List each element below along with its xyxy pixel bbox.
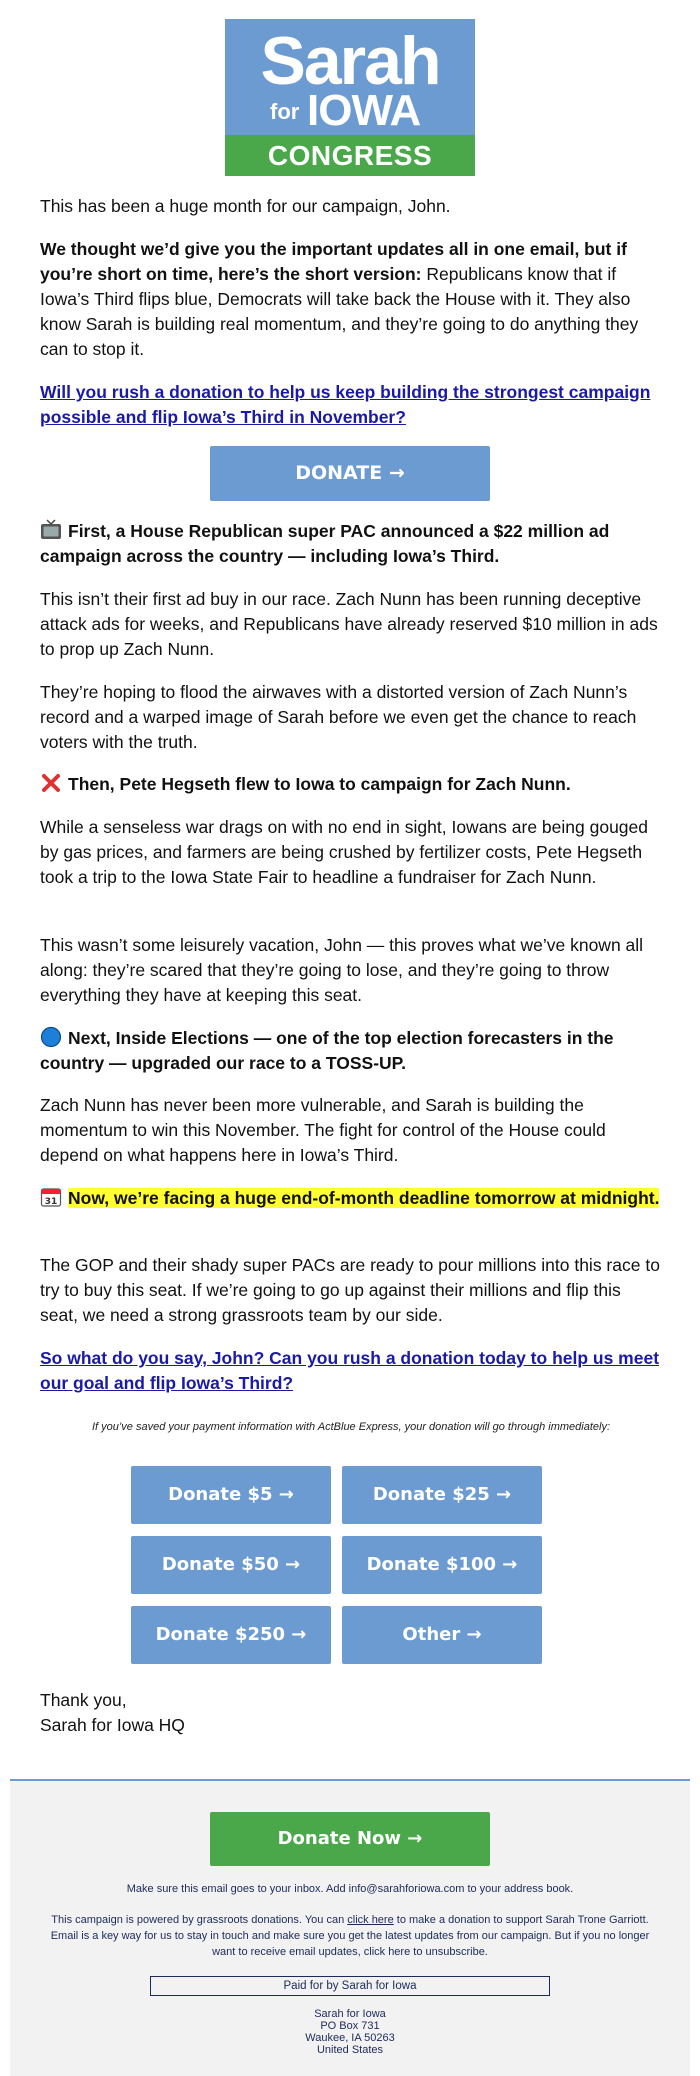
donate-now-button[interactable]: Donate Now →	[210, 1812, 490, 1866]
short-version-bold: We thought we’d give you the important updates all in one email, but if you’re short on time, here’s the short version:	[40, 239, 627, 284]
campaign-logo	[225, 19, 475, 176]
donate-5-button[interactable]: Donate $5 →	[131, 1466, 331, 1524]
section2-paragraph-1: While a senseless war drags on with no end in sight, Iowans are being gouged by gas prices, and farmers are being crushed by fertilizer costs, Pete Hegseth took a trip to the Iowa State Fair to headline a fundraiser for Zach Nunn.	[40, 817, 649, 887]
section2-heading-text: Then, Pete Hegseth flew to Iowa to campaign for Zach Nunn.	[68, 774, 571, 794]
donate-button[interactable]: DONATE →	[210, 446, 490, 501]
logo-state: IOWA	[307, 86, 421, 135]
ask-paragraph-1	[40, 380, 662, 430]
section2-paragraph-2: This wasn’t some leisurely vacation, John — this proves what we’ve known all along: they’re scared that they’re going to lose, and they’re going to throw everything they have at keeping this seat.	[40, 935, 644, 1005]
section3-heading-text: Next, Inside Elections — one of the top election forecasters in the country — upgraded our race to a TOSS-UP.	[40, 1028, 614, 1073]
paid-for-box: Paid for by Sarah for Iowa	[150, 1976, 550, 1996]
address-line-3: Waukee, IA 50263	[305, 2032, 395, 2044]
email-footer	[10, 1779, 690, 2076]
section4-heading	[40, 1186, 662, 1211]
powered-post: to make a donation to support Sarah Trone Garriott. Email is a key way for us to stay in touch and make sure you get the latest updates from our campaign. But if you no longer want to receive email updates, click here to unsubscribe.	[50, 1914, 650, 1958]
ask-link-2[interactable]: So what do you say, John? Can you rush a donation today to help us meet our goal and flip Iowa’s Third?	[40, 1348, 660, 1393]
actblue-note: If you’ve saved your payment information with ActBlue Express, your donation will go through immediately:	[91, 1421, 611, 1433]
calendar-icon	[40, 1186, 62, 1208]
powered-note	[40, 1912, 660, 1960]
section1-heading	[40, 519, 662, 569]
click-here-link[interactable]: click here	[347, 1914, 394, 1926]
logo-office: CONGRESS	[267, 140, 433, 171]
donate-100-button[interactable]: Donate $100 →	[342, 1536, 542, 1594]
ask-link-1[interactable]: Will you rush a donation to help us keep building the strongest campaign possible and flip Iowa’s Third in November?	[40, 382, 651, 427]
section1-heading-text: First, a House Republican super PAC announced a $22 million ad campaign across the country — including Iowa’s Third.	[40, 521, 610, 566]
powered-pre: This campaign is powered by grassroots donations. You can	[51, 1914, 348, 1926]
short-version-paragraph	[40, 237, 662, 362]
blue-circle-icon	[40, 1026, 62, 1048]
section2-heading	[40, 772, 662, 797]
address-line-4: United States	[316, 2044, 384, 2056]
cross-mark-icon	[40, 772, 62, 794]
intro-text: This has been a huge month for our campaign, John.	[40, 196, 451, 216]
donate-250-button[interactable]: Donate $250 →	[131, 1606, 331, 1664]
section1-paragraph-2: They’re hoping to flood the airwaves with a distorted version of Zach Nunn’s record and a warped image of Sarah before we even get the chance to reach voters with the truth.	[40, 682, 637, 752]
logo-name: Sarah	[260, 23, 440, 99]
section1-paragraph-1: This isn’t their first ad buy in our race. Zach Nunn has been running deceptive attack ads for weeks, and Republicans have already reserved $10 million in ads to prop up Zach Nunn.	[40, 589, 658, 659]
address-line-2: PO Box 731	[320, 2020, 380, 2032]
section4-paragraph-1: The GOP and their shady super PACs are ready to pour millions into this race to try to buy this seat. If we’re going to go up against their millions and flip this seat, we need a strong grassroots team by our side.	[40, 1255, 660, 1325]
section4-heading-text: Now, we’re facing a huge end-of-month deadline tomorrow at midnight.	[68, 1188, 660, 1208]
donate-25-button[interactable]: Donate $25 →	[342, 1466, 542, 1524]
donate-50-button[interactable]: Donate $50 →	[131, 1536, 331, 1594]
inbox-note: Make sure this email goes to your inbox. Add info@sarahforiowa.com to your address book.	[126, 1883, 574, 1895]
signoff-thanks: Thank you,	[40, 1690, 127, 1710]
short-version-rest: Republicans know that if Iowa’s Third flips blue, Democrats will take back the House with it. They also know Sarah is building real momentum, and they’re going to do anything they can to stop it.	[40, 264, 639, 359]
svg-text:31: 31	[44, 1197, 58, 1207]
section3-paragraph-1: Zach Nunn has never been more vulnerable, and Sarah is building the momentum to win this November. The fight for control of the House could depend on what happens here in Iowa’s Third.	[40, 1095, 606, 1165]
section3-heading	[40, 1026, 662, 1076]
logo-for: for	[270, 99, 300, 124]
tv-icon	[40, 519, 62, 541]
signoff-from: Sarah for Iowa HQ	[40, 1715, 185, 1735]
ask-paragraph-2	[40, 1346, 662, 1396]
donate-other-button[interactable]: Other →	[342, 1606, 542, 1664]
address-line-1: Sarah for Iowa	[314, 2008, 386, 2020]
